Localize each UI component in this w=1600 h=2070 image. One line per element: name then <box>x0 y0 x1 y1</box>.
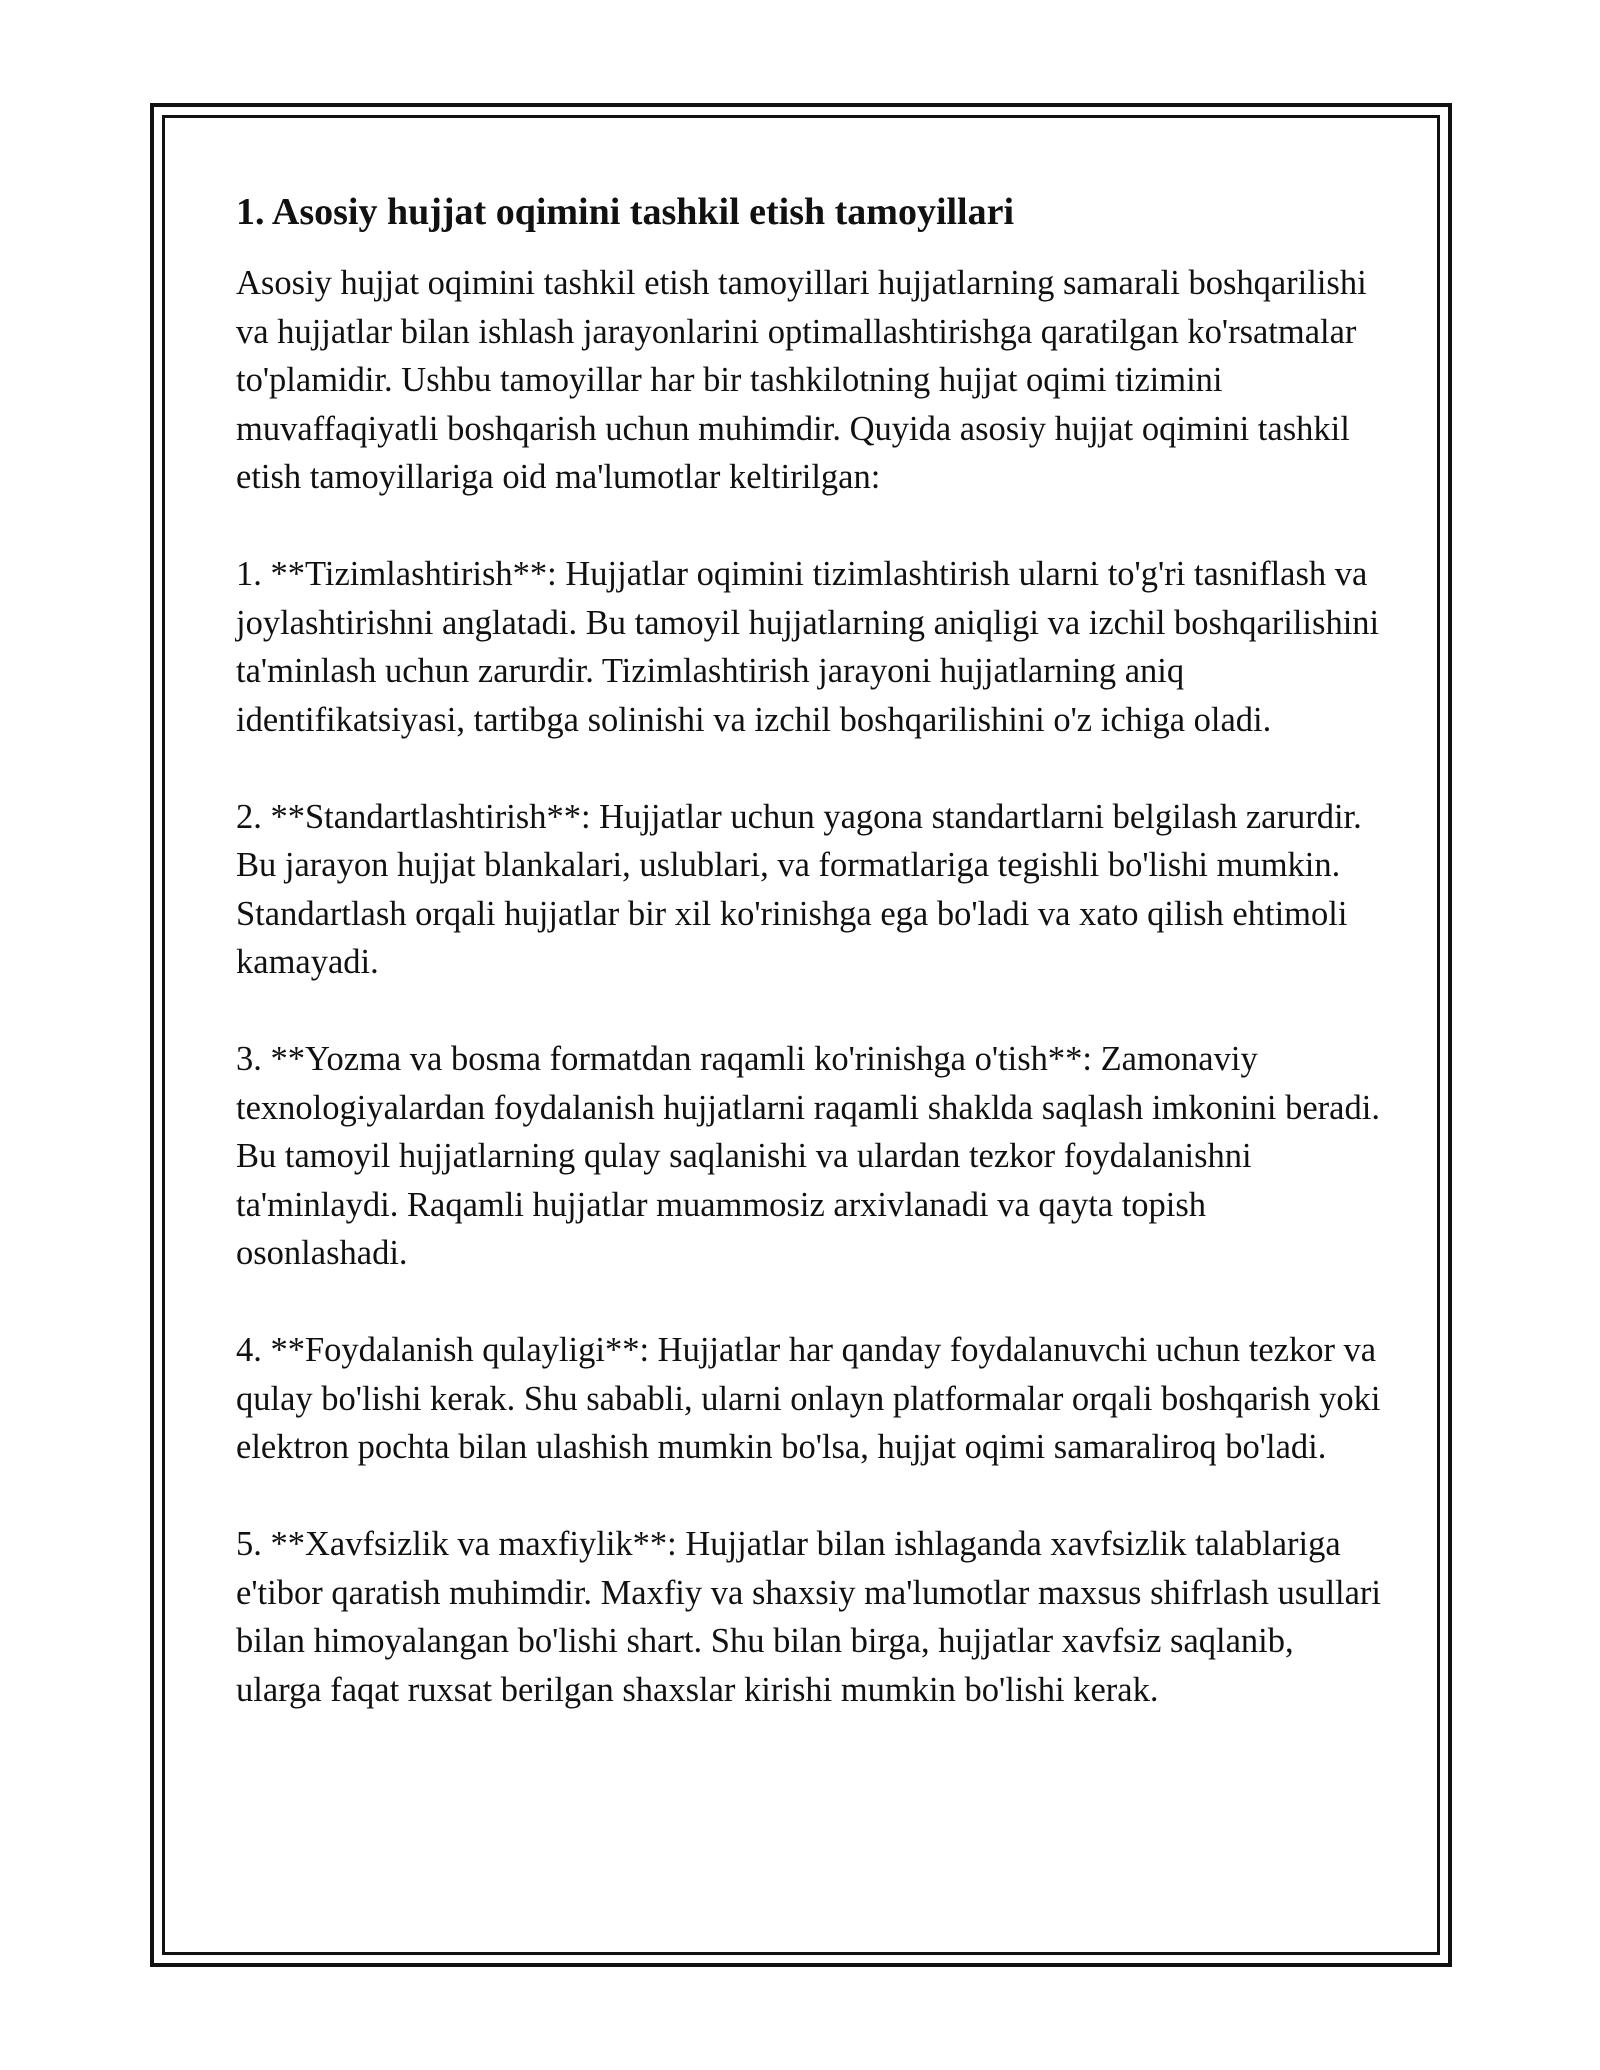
intro-paragraph: Asosiy hujjat oqimini tashkil etish tamoyillari hujjatlarning samarali boshqarilishi va hujjatlar bilan ishlash jarayonlarini optimallashtirishga qaratilgan ko'rsatmalar to'plamidir. Ushbu tamoyillar har bir tashkilotning hujjat oqimi tizimini muvaffaqiyatli boshqarish uchun muhimdir. Quyida asosiy hujjat oqimini tashkil etish tamoyillariga oid ma'lumotlar keltirilgan: <box>236 264 1367 496</box>
principle-paragraph-2: 2. **Standartlashtirish**: Hujjatlar uchun yagona standartlarni belgilash zarurdir. Bu jarayon hujjat blankalari, uslublari, va formatlariga tegishli bo'lishi mumkin. Standartlash orqali hujjatlar bir xil ko'rinishga ega bo'ladi va xato qilish ehtimoli kamayadi. <box>236 797 1362 981</box>
principle-paragraph-5: 5. **Xavfsizlik va maxfiylik**: Hujjatlar bilan ishlaganda xavfsizlik talablariga e'tibor qaratish muhimdir. Maxfiy va shaxsiy ma'lumotlar maxsus shifrlash usullari bilan himoyalangan bo'lishi shart. Shu bilan birga, hujjatlar xavfsiz saqlanib, ularga faqat ruxsat berilgan shaxslar kirishi mumkin bo'lishi kerak. <box>236 1525 1382 1709</box>
section-heading: 1. Asosiy hujjat oqimini tashkil etish tamoyillari <box>236 191 1015 233</box>
principle-paragraph-4: 4. **Foydalanish qulayligi**: Hujjatlar har qanday foydalanuvchi uchun tezkor va qulay bo'lishi kerak. Shu sababli, ularni onlayn platformalar orqali boshqarish yoki elektron pochta bilan ulashish mumkin bo'lsa, hujjat oqimi samaraliroq bo'ladi. <box>236 1331 1381 1466</box>
document-body <box>236 187 1386 1714</box>
principle-paragraph-3: 3. **Yozma va bosma formatdan raqamli ko'rinishga o'tish**: Zamonaviy texnologiyalardan foydalanish hujjatlarni raqamli shaklda saqlash imkonini beradi. Bu tamoyil hujjatlarning qulay saqlanishi va ulardan tezkor foydalanishni ta'minlaydi. Raqamli hujjatlar muammosiz arxivlanadi va qayta topish osonlashadi. <box>236 1040 1380 1272</box>
principle-paragraph-1: 1. **Tizimlashtirish**: Hujjatlar oqimini tizimlashtirish ularni to'g'ri tasniflash va joylashtirishni anglatadi. Bu tamoyil hujjatlarning aniqligi va izchil boshqarilishini ta'minlash uchun zarurdir. Tizimlashtirish jarayoni hujjatlarning aniq identifikatsiyasi, tartibga solinishi va izchil boshqarilishini o'z ichiga oladi. <box>236 555 1380 739</box>
